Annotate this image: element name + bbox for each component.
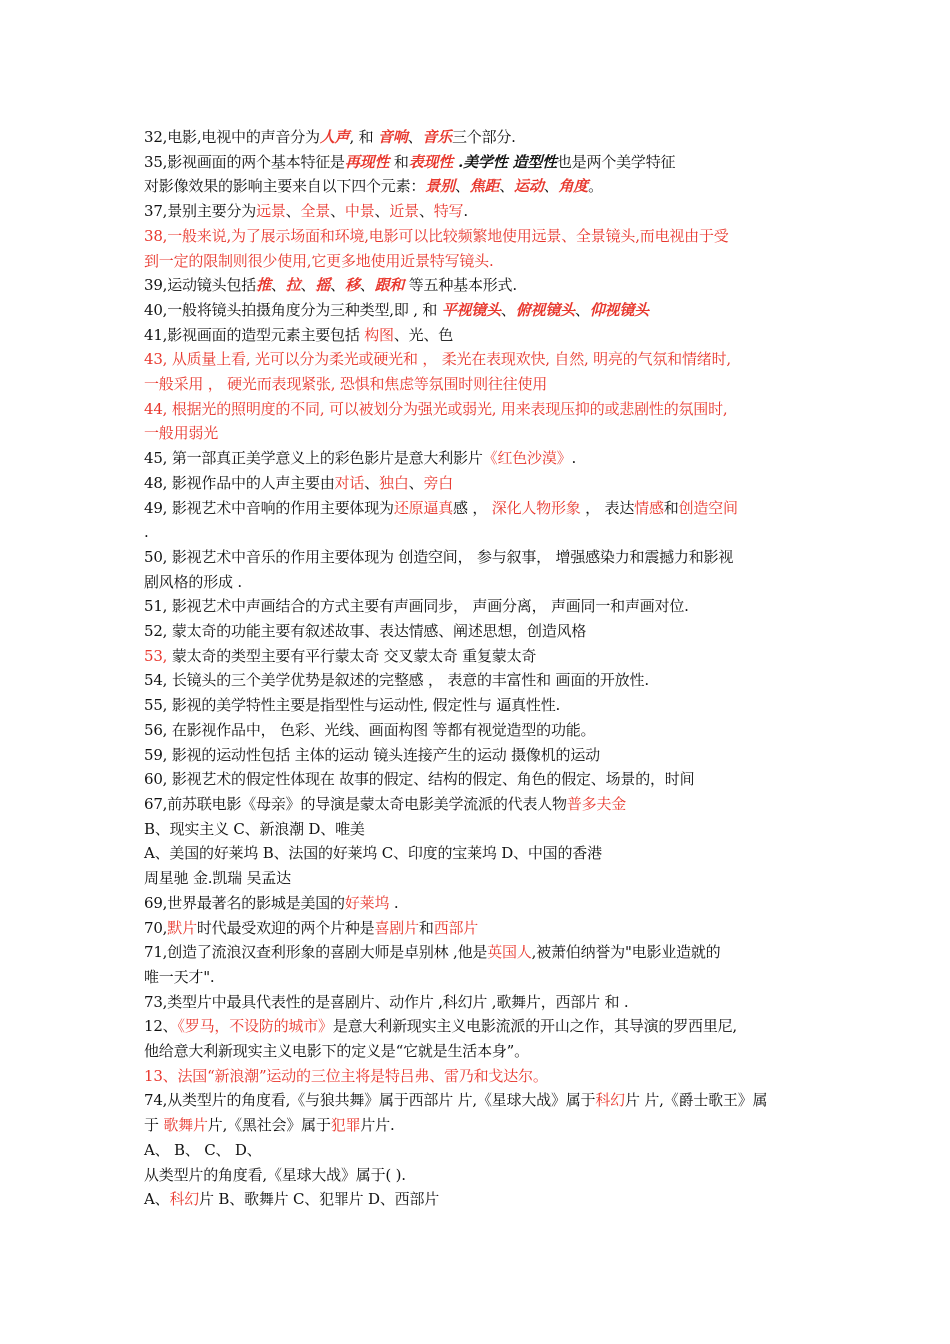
- highlighted-text: 中景: [344, 202, 375, 221]
- text-line: [144, 1187, 814, 1212]
- text-segment: A、: [144, 1190, 170, 1209]
- text-line: [144, 323, 814, 348]
- highlighted-text: 平视镜头: [441, 300, 501, 319]
- highlighted-text: 38,一般来说,为了展示场面和环境,电影可以比较频繁地使用远景、全景镜头,而电视由于受: [144, 226, 729, 245]
- text-segment: 51, 影视艺术中声画结合的方式主要有声画同步， 声画分离， 声画同一和声画对位.: [144, 597, 689, 616]
- text-segment: 、光、色: [393, 325, 454, 344]
- text-line: [144, 619, 814, 644]
- highlighted-text: 科幻: [595, 1091, 625, 1110]
- text-segment: 从类型片的角度看,《星球大战》属于( ).: [144, 1165, 406, 1184]
- text-line: [144, 916, 814, 941]
- text-segment: 49, 影视艺术中音响的作用主要体现为: [144, 498, 394, 517]
- highlighted-text: 特写: [433, 202, 464, 221]
- text-segment: A、 B、 C、 D、: [144, 1140, 262, 1159]
- text-line: [144, 668, 814, 693]
- text-segment: B、现实主义 C、新浪潮 D、唯美: [144, 819, 365, 838]
- text-line: [144, 841, 814, 866]
- highlighted-text: 远景: [256, 202, 286, 221]
- text-line: [144, 965, 814, 990]
- highlighted-text: 西部片: [433, 918, 479, 937]
- highlighted-text: 独白: [379, 473, 409, 492]
- highlighted-text: 移: [344, 276, 360, 295]
- text-line: [144, 199, 814, 224]
- highlighted-text: 全景: [300, 202, 331, 221]
- text-segment: 剧风格的形成 .: [144, 572, 242, 591]
- text-line: [144, 421, 814, 446]
- text-segment: 片 B、歌舞片 C、犯罪片 D、西部片: [199, 1190, 440, 1209]
- text-segment: 和: [663, 498, 679, 517]
- text-line: [144, 496, 814, 521]
- text-line: [144, 372, 814, 397]
- text-segment: 50, 影视艺术中音乐的作用主要体现为 创造空间， 参与叙事， 增强感染力和震撼力和影视: [144, 547, 734, 566]
- text-line: [144, 174, 814, 199]
- text-segment: 39,运动镜头包括: [144, 276, 257, 295]
- highlighted-text: 焦距: [469, 177, 500, 196]
- text-segment: 、: [499, 177, 515, 196]
- text-segment: ,被萧伯纳誉为"电影业造就的: [531, 943, 721, 962]
- highlighted-text: 对话: [334, 473, 365, 492]
- highlighted-text: 好莱坞: [344, 893, 390, 912]
- text-segment: 、: [359, 276, 375, 295]
- text-segment: .: [571, 449, 577, 468]
- highlighted-text: 默片: [167, 918, 197, 937]
- highlighted-text: 摇: [315, 276, 331, 295]
- text-line: [144, 1039, 814, 1064]
- text-segment: 等五种基本形式.: [404, 276, 517, 295]
- text-segment: 片,《黑社会》属于: [207, 1116, 331, 1135]
- text-segment: 、: [574, 300, 590, 319]
- text-segment: 蒙太奇的类型主要有平行蒙太奇 交叉蒙太奇 重复蒙太奇: [171, 646, 537, 665]
- text-segment: 周星驰 金.凯瑞 吴孟达: [144, 869, 291, 888]
- highlighted-text: 旁白: [423, 473, 454, 492]
- text-line: [144, 471, 814, 496]
- text-segment: 唯一天才".: [144, 967, 215, 986]
- highlighted-text: 推: [256, 276, 271, 295]
- highlighted-text: 53,: [144, 646, 172, 665]
- text-segment: 时代最受欢迎的两个片种是: [196, 918, 375, 937]
- text-segment: ， 表达: [580, 498, 635, 517]
- highlighted-text: 音乐: [422, 128, 452, 146]
- text-segment: 和: [418, 918, 434, 937]
- text-line: [144, 990, 814, 1015]
- highlighted-text: 《罗马，不设防的城市》: [177, 1017, 333, 1036]
- text-line: [144, 273, 814, 298]
- text-segment: 、: [407, 128, 423, 146]
- highlighted-text: 情感: [634, 498, 664, 517]
- highlighted-text: 一般采用 ， 硬光而表现紧张, 恐惧和焦虑等氛围时则往往使用: [144, 375, 548, 394]
- highlighted-text: 43, 从质量上看, 光可以分为柔光或硬光和 ， 柔光在表现欢快, 自然, 明亮的气氛和情绪时,: [144, 350, 731, 369]
- text-line: [144, 743, 814, 768]
- text-segment: 54, 长镜头的三个美学优势是叙述的完整感 ， 表意的丰富性和 画面的开放性.: [144, 671, 649, 690]
- text-segment: 片 片,《爵士歌王》属: [624, 1091, 768, 1110]
- text-segment: 、: [270, 276, 286, 295]
- highlighted-text: 还原逼真: [393, 498, 454, 517]
- text-segment: 、: [330, 276, 345, 295]
- text-segment: 37,景别主要分为: [144, 202, 257, 221]
- text-segment: 、: [454, 177, 470, 196]
- text-line: [144, 545, 814, 570]
- highlighted-text: 喜剧片: [374, 918, 419, 937]
- highlighted-text: 科幻: [169, 1190, 200, 1209]
- highlighted-text: .美学性 造型性: [453, 152, 557, 171]
- highlighted-text: 44, 根据光的照明度的不同, 可以被划分为强光或弱光, 用来表现压抑的或悲剧性的氛围时,: [144, 399, 728, 418]
- text-line: [144, 224, 814, 249]
- text-line: [144, 817, 814, 842]
- text-segment: 、: [285, 202, 301, 221]
- text-line: [144, 940, 814, 965]
- text-line: [144, 397, 814, 422]
- text-segment: 12、: [144, 1017, 178, 1036]
- text-segment: 74,从类型片的角度看,《与狼共舞》属于西部片 片,《星球大战》属于: [144, 1091, 596, 1110]
- text-segment: 也是两个美学特征: [556, 152, 676, 171]
- text-line: [144, 150, 814, 175]
- text-segment: 73,类型片中最具代表性的是喜剧片、动作片 ,科幻片 ,歌舞片，西部片 和 .: [144, 992, 629, 1011]
- text-line: [144, 891, 814, 916]
- text-line: [144, 249, 814, 274]
- text-line: [144, 693, 814, 718]
- text-line: [144, 866, 814, 891]
- text-line: [144, 520, 814, 545]
- text-segment: 、: [408, 473, 424, 492]
- text-line: [144, 767, 814, 792]
- text-segment: 41,影视画面的造型元素主要包括: [144, 325, 365, 344]
- text-line: [144, 446, 814, 471]
- highlighted-text: 仰视镜头: [589, 300, 649, 319]
- highlighted-text: 《红色沙漠》: [482, 449, 572, 468]
- highlighted-text: 创造空间: [678, 498, 738, 517]
- text-segment: 56, 在影视作品中， 色彩、光线、画面构图 等都有视觉造型的功能。: [144, 720, 596, 739]
- text-segment: 52, 蒙太奇的功能主要有叙述故事、表达情感、阐述思想，创造风格: [144, 622, 587, 641]
- text-line: [144, 594, 814, 619]
- highlighted-text: 歌舞片: [163, 1116, 208, 1135]
- text-segment: 59, 影视的运动性包括 主体的运动 镜头连接产生的运动 摄像机的运动: [144, 745, 600, 764]
- text-segment: 、: [500, 300, 516, 319]
- text-segment: A、美国的好莱坞 B、法国的好莱坞 C、印度的宝莱坞 D、中国的香港: [144, 844, 602, 863]
- text-segment: 于: [144, 1116, 164, 1135]
- text-segment: 。: [588, 177, 603, 196]
- text-line: [144, 1064, 814, 1089]
- highlighted-text: 13、法国“新浪潮”运动的三位主将是特吕弗、雷乃和戈达尔。: [144, 1066, 548, 1085]
- text-segment: 对影像效果的影响主要来自以下四个元素：: [144, 177, 426, 196]
- highlighted-text: 音响: [377, 128, 408, 146]
- text-line: [144, 125, 814, 150]
- text-segment: 69,世界最著名的影城是美国的: [144, 893, 345, 912]
- text-line: [144, 347, 814, 372]
- highlighted-text: 表现性: [408, 152, 454, 171]
- text-line: [144, 718, 814, 743]
- text-segment: 三个部分.: [451, 128, 516, 146]
- highlighted-text: 构图: [364, 325, 394, 344]
- text-segment: 48, 影视作品中的人声主要由: [144, 473, 335, 492]
- highlighted-text: 拉: [285, 276, 301, 295]
- document-body: [144, 125, 814, 1212]
- text-line: [144, 1088, 814, 1113]
- text-line: [144, 792, 814, 817]
- highlighted-text: 跟和: [374, 276, 405, 295]
- text-segment: , 和: [349, 128, 378, 146]
- highlighted-text: 角度: [558, 177, 589, 196]
- text-segment: 片片.: [360, 1116, 395, 1135]
- text-segment: 感 ，: [453, 498, 492, 517]
- text-segment: 35,影视画面的两个基本特征是: [144, 152, 345, 171]
- text-segment: 、: [330, 202, 345, 221]
- highlighted-text: 俯视镜头: [515, 300, 575, 319]
- text-segment: 、: [418, 202, 434, 221]
- text-segment: 、: [364, 473, 380, 492]
- highlighted-text: 再现性: [344, 152, 390, 171]
- highlighted-text: 普多夫金: [566, 794, 627, 813]
- text-segment: 70,: [144, 918, 168, 937]
- text-line: [144, 1163, 814, 1188]
- highlighted-text: 深化人物形象: [491, 498, 581, 517]
- text-line: [144, 1138, 814, 1163]
- text-segment: 67,前苏联电影《母亲》的导演是蒙太奇电影美学流派的代表人物: [144, 794, 567, 813]
- text-line: [144, 1014, 814, 1039]
- highlighted-text: 一般用弱光: [144, 424, 219, 443]
- highlighted-text: 运动: [514, 177, 544, 196]
- text-segment: 45, 第一部真正美学意义上的彩色影片是意大利影片: [144, 449, 483, 468]
- text-segment: 55, 影视的美学特性主要是指型性与运动性, 假定性与 逼真性性.: [144, 696, 561, 715]
- text-segment: 60, 影视艺术的假定性体现在 故事的假定、结构的假定、角色的假定、场景的，时间: [144, 770, 695, 789]
- text-line: [144, 1113, 814, 1138]
- text-segment: 、: [543, 177, 559, 196]
- text-segment: 40,一般将镜头拍摄角度分为三种类型,即 , 和: [144, 300, 442, 319]
- highlighted-text: 人声: [319, 128, 350, 146]
- text-line: [144, 644, 814, 669]
- highlighted-text: 犯罪: [330, 1116, 361, 1135]
- text-segment: 71,创造了流浪汉查利形象的喜剧大师是卓别林 ,他是: [144, 943, 488, 962]
- highlighted-text: 到一定的限制则很少使用,它更多地使用近景特写镜头.: [144, 251, 494, 270]
- text-segment: .: [144, 523, 149, 542]
- text-line: [144, 298, 814, 323]
- highlighted-text: 景别: [425, 177, 455, 196]
- text-line: [144, 570, 814, 595]
- text-segment: 32,电影,电视中的声音分为: [144, 128, 320, 146]
- text-segment: 和: [389, 152, 409, 171]
- text-segment: .: [389, 893, 399, 912]
- text-segment: 、: [300, 276, 316, 295]
- highlighted-text: 英国人: [487, 943, 532, 962]
- text-segment: 是意大利新现实主义电影流派的开山之作，其导演的罗西里尼,: [332, 1017, 737, 1036]
- text-segment: .: [463, 202, 468, 221]
- text-segment: 、: [374, 202, 390, 221]
- text-segment: 他给意大利新现实主义电影下的定义是“它就是生活本身”。: [144, 1042, 529, 1061]
- highlighted-text: 近景: [389, 202, 419, 221]
